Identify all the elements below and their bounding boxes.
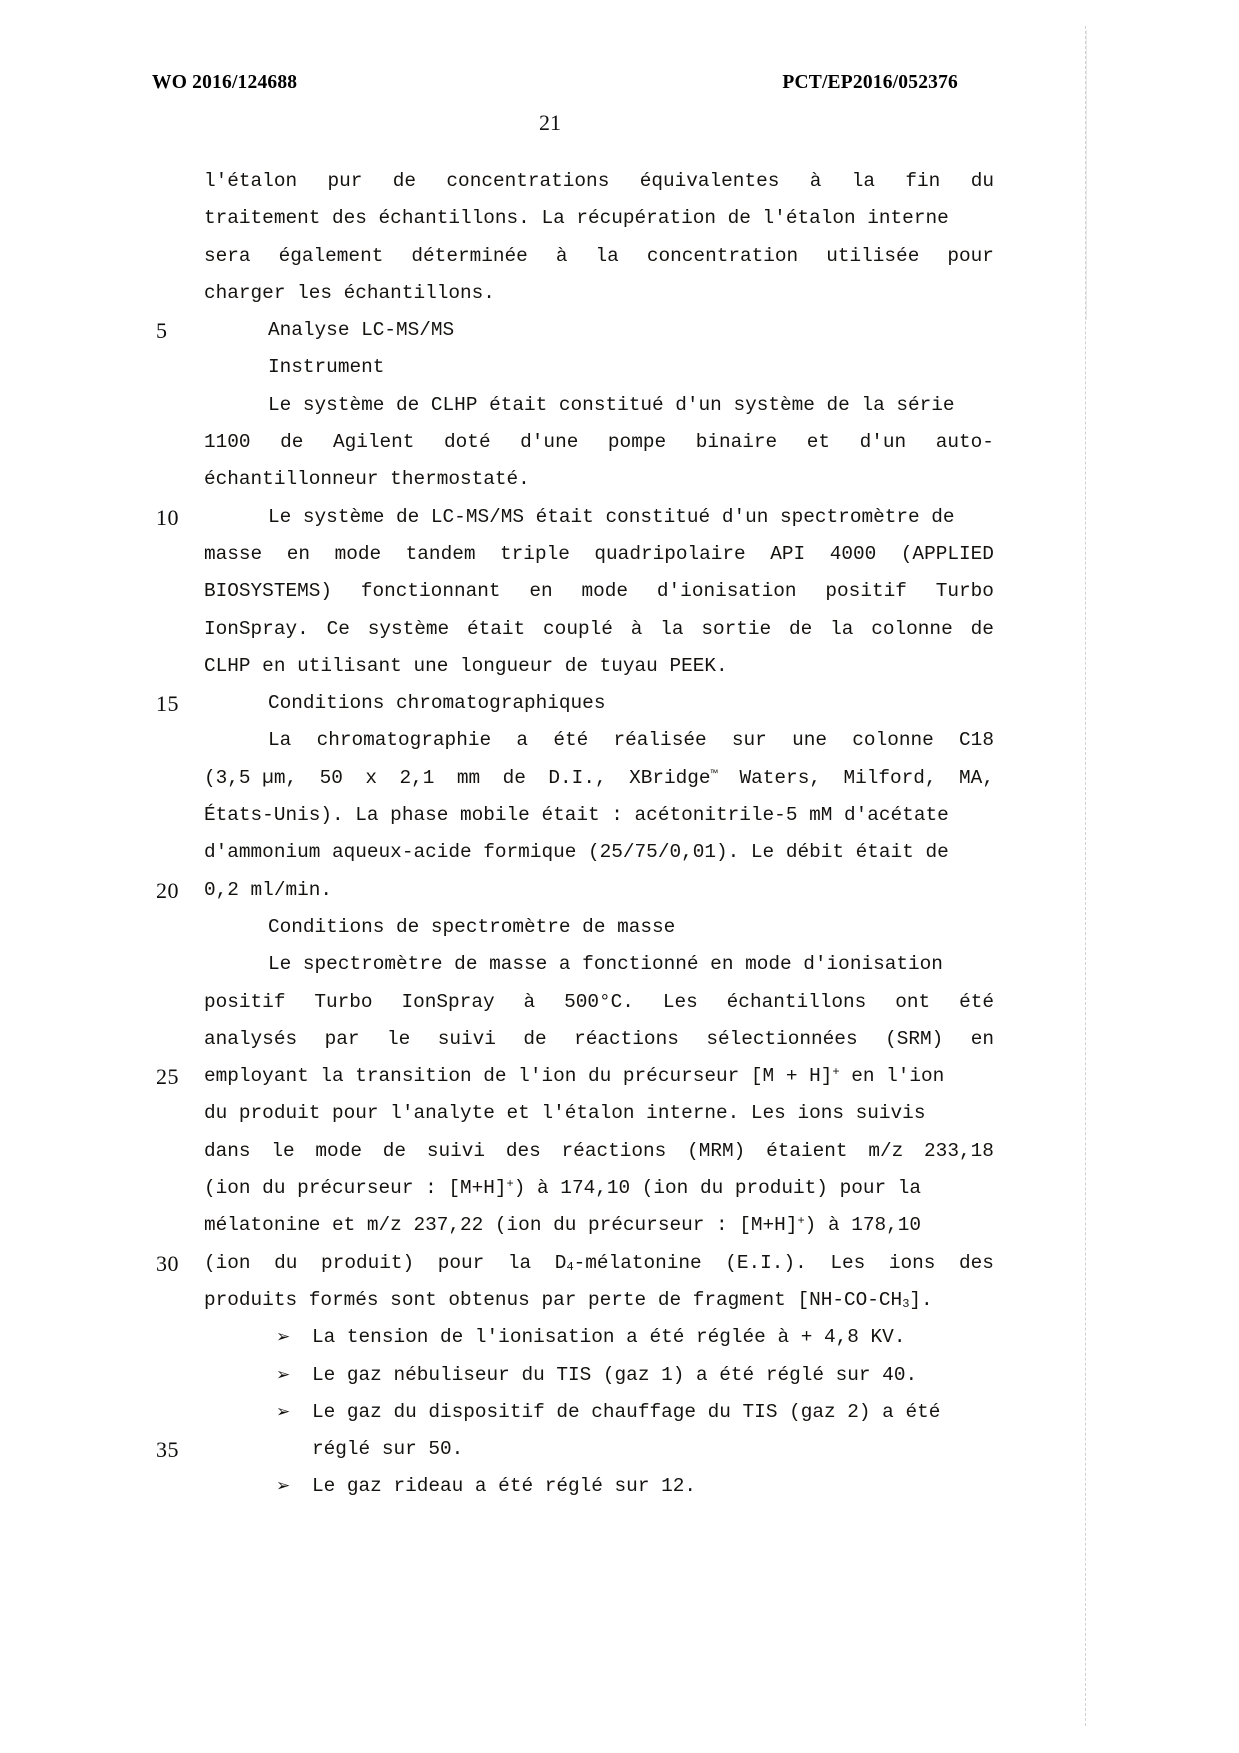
word: chromatographie: [316, 729, 492, 752]
word: IonSpray.: [204, 617, 309, 640]
word: mode: [581, 580, 629, 603]
list-item-label: Le gaz rideau a été réglé sur 12.: [312, 1475, 696, 1498]
text-line: [204, 238, 994, 275]
word: de: [392, 170, 417, 192]
word: IonSpray: [401, 990, 495, 1013]
word: du: [274, 1251, 298, 1274]
word: 2,1: [399, 766, 435, 789]
text-line: d'ammonium aqueux-acide formique (25/75/0,01). Le débit était de: [204, 841, 949, 864]
text-run: ) à 178,10: [804, 1214, 922, 1237]
word: équivalentes: [639, 170, 780, 192]
word: la: [507, 1251, 532, 1274]
text-line: [156, 1058, 994, 1095]
word: déterminée: [411, 244, 528, 267]
text-line: [156, 685, 994, 722]
text-line: [204, 611, 994, 648]
word: réalisée: [613, 729, 707, 752]
word: fonctionnant: [360, 580, 501, 603]
text-line: [204, 573, 994, 610]
scan-artifact-rule-secondary: [1086, 30, 1087, 320]
word: l'étalon: [204, 170, 298, 192]
word: été: [959, 990, 994, 1013]
word: la: [851, 170, 876, 192]
word: à: [630, 617, 643, 640]
word: utilisée: [826, 244, 920, 267]
text-run: D: [554, 1251, 567, 1274]
application-number: PCT/EP2016/052376: [782, 72, 958, 93]
arrow-bullet-icon: ➢: [276, 1364, 291, 1385]
word: le: [271, 1139, 295, 1162]
word: échantillons: [726, 990, 867, 1013]
running-header: [152, 72, 958, 94]
word: binaire: [695, 431, 778, 454]
text-line: [156, 499, 994, 536]
word: également: [278, 244, 384, 267]
word: de: [970, 617, 994, 640]
text-run: -mélatonine: [573, 1251, 702, 1274]
text-line: [204, 984, 994, 1021]
word: suivi: [437, 1027, 496, 1050]
word: de: [523, 1027, 547, 1050]
word: le: [386, 1027, 411, 1050]
word: sur: [731, 729, 767, 752]
word: (SRM): [885, 1027, 944, 1050]
body-text-column: [156, 163, 994, 1506]
word: en: [286, 542, 311, 565]
word: (E.I.).: [725, 1251, 807, 1274]
section-heading: Instrument: [268, 356, 385, 379]
word: Les: [662, 990, 698, 1013]
section-heading: Analyse LC-MS/MS: [268, 319, 455, 342]
word: la: [830, 617, 854, 640]
text-run: Le spectromètre de masse a fonctionné en mode d'ionisation: [268, 953, 943, 976]
text-line: [204, 909, 994, 946]
text-run: Le système de CLHP était constitué d'un système de la série: [268, 393, 955, 416]
word: ont: [895, 990, 931, 1013]
word: par: [324, 1027, 360, 1050]
word: de: [789, 617, 813, 640]
trademark-icon: ™: [710, 768, 718, 782]
word: Turbo: [314, 990, 373, 1013]
arrow-bullet-icon: ➢: [276, 1401, 291, 1422]
word: de: [502, 766, 526, 789]
word: Agilent: [332, 431, 415, 454]
word: à: [523, 990, 536, 1013]
margin-line-number: 25: [156, 1064, 179, 1090]
word: m/z: [868, 1139, 904, 1162]
word: 233,18: [924, 1139, 994, 1162]
subscript-count: 3: [902, 1297, 910, 1312]
list-item-label: réglé sur 50.: [312, 1438, 464, 1461]
word: des: [505, 1139, 541, 1162]
word: 500°C.: [564, 990, 634, 1013]
word: masse: [204, 542, 263, 565]
text-line: [156, 1245, 994, 1282]
word: en: [970, 1027, 994, 1050]
word: fin: [905, 170, 941, 192]
text-run: produits formés sont obtenus par perte de fragment [NH-CO-CH: [204, 1288, 903, 1311]
word: était: [467, 617, 526, 640]
text-line: [204, 1207, 994, 1244]
word: sera: [204, 244, 251, 267]
word: colonne: [852, 729, 934, 752]
word: 50: [319, 766, 343, 789]
word: D.I.,: [548, 766, 607, 789]
text-line: traitement des échantillons. La récupération de l'étalon interne: [204, 207, 949, 230]
superscript-charge: +: [506, 1177, 514, 1192]
word: du: [970, 170, 994, 192]
text-line: [204, 349, 994, 386]
word: en: [529, 580, 553, 603]
deuterated-melatonin-term: [555, 1245, 702, 1282]
word: pur: [327, 170, 363, 192]
word: d'un: [859, 431, 907, 454]
word: XBridge: [629, 766, 711, 789]
list-item-label: Le gaz du dispositif de chauffage du TIS (gaz 2) a été: [312, 1400, 941, 1423]
text-run: en l'ion: [839, 1065, 945, 1088]
text-line: [204, 1282, 994, 1319]
text-line: [204, 387, 994, 424]
text-line: [204, 1170, 994, 1207]
word: API: [770, 542, 806, 565]
word: et: [806, 431, 831, 454]
text-line: CLHP en utilisant une longueur de tuyau PEEK.: [204, 654, 728, 677]
word: ions: [888, 1251, 936, 1274]
text-line: échantillonneur thermostaté.: [204, 468, 530, 491]
margin-line-number: 5: [156, 318, 168, 344]
word: (APPLIED: [900, 542, 994, 565]
word: La: [268, 729, 292, 752]
word: Turbo: [935, 580, 994, 603]
text-line: [204, 946, 994, 983]
word: 1100: [204, 431, 251, 454]
text-line: [204, 760, 994, 797]
word: couplé: [543, 617, 613, 640]
word: (ion: [204, 1251, 251, 1274]
text-line: [268, 722, 994, 759]
word: de: [382, 1139, 407, 1162]
word: de: [280, 431, 304, 454]
word: pompe: [607, 431, 667, 454]
text-line: [156, 872, 994, 909]
list-item: [204, 1468, 994, 1505]
section-heading: Conditions de spectromètre de masse: [268, 915, 676, 938]
word: réactions: [574, 1027, 679, 1050]
word: doté: [444, 431, 491, 454]
word: la: [595, 244, 619, 267]
text-line: [204, 536, 994, 573]
list-item-label: Le gaz nébuliseur du TIS (gaz 1) a été réglé sur 40.: [312, 1363, 918, 1386]
trademark-word: [629, 760, 717, 797]
word: mode: [334, 542, 382, 565]
text-line: [156, 312, 994, 349]
text-line: États-Unis). La phase mobile était : acétonitrile-5 mM d'acétate: [204, 804, 949, 827]
superscript-charge: +: [832, 1065, 840, 1080]
word: des: [959, 1251, 994, 1274]
text-line: [204, 1133, 994, 1170]
word: d'une: [520, 431, 579, 454]
arrow-bullet-icon: ➢: [276, 1476, 291, 1497]
list-item-label: La tension de l'ionisation a été réglée à + 4,8 KV.: [312, 1326, 906, 1349]
superscript-charge: +: [797, 1214, 805, 1229]
word: MA,: [959, 766, 994, 789]
word: système: [367, 617, 450, 640]
text-run: 0,2 ml/min.: [204, 878, 332, 901]
text-run: employant la transition de l'ion du précurseur [M + H]: [204, 1065, 833, 1088]
word: auto-: [935, 431, 994, 454]
text-run: ].: [909, 1288, 933, 1311]
margin-line-number: 20: [156, 877, 179, 903]
arrow-bullet-icon: ➢: [276, 1327, 291, 1348]
word: étaient: [766, 1139, 848, 1162]
word: positif: [204, 990, 286, 1013]
list-item: [204, 1394, 994, 1431]
text-run: (ion du précurseur : [M+H]: [204, 1177, 507, 1200]
word: à: [809, 170, 822, 192]
word: dans: [204, 1139, 251, 1162]
text-line: charger les échantillons.: [204, 281, 495, 304]
word: tandem: [405, 542, 476, 565]
word: mm: [456, 766, 481, 789]
word: colonne: [871, 617, 953, 640]
word: été: [553, 729, 589, 752]
publication-number: WO 2016/124688: [152, 72, 298, 93]
word: positif: [825, 580, 907, 603]
word: réactions: [561, 1139, 667, 1162]
word: BIOSYSTEMS): [204, 580, 332, 603]
text-line: [204, 424, 994, 461]
word: à: [555, 244, 568, 267]
word: Milford,: [843, 766, 937, 789]
margin-line-number: 30: [156, 1250, 179, 1276]
word: d'ionisation: [656, 580, 797, 603]
text-run: ) à 174,10 (ion du produit) pour la: [513, 1177, 922, 1200]
word: mode: [315, 1139, 362, 1162]
text-line: [204, 163, 994, 200]
word: x: [365, 766, 377, 789]
word: sélectionnées: [706, 1027, 858, 1050]
word: produit): [321, 1251, 415, 1274]
word: quadripolaire: [594, 542, 746, 565]
word: analysés: [204, 1027, 298, 1050]
list-item: [204, 1319, 994, 1356]
word: pour: [437, 1251, 485, 1274]
list-item: [204, 1357, 994, 1394]
section-heading: Conditions chromatographiques: [268, 692, 606, 715]
text-run: Le système de LC-MS/MS était constitué d'un spectromètre de: [268, 505, 955, 528]
word: une: [792, 729, 828, 752]
word: a: [516, 729, 529, 752]
word: 4000: [829, 542, 877, 565]
word: Waters,: [739, 766, 821, 789]
margin-line-number: 10: [156, 504, 179, 530]
word: sortie: [701, 617, 772, 640]
word: concentration: [646, 244, 799, 267]
page-number: 21: [539, 110, 561, 135]
word: la: [660, 617, 684, 640]
text-line: du produit pour l'analyte et l'étalon interne. Les ions suivis: [204, 1102, 926, 1125]
margin-line-number: 35: [156, 1437, 179, 1463]
word: (3,5 µm,: [204, 766, 298, 789]
word: concentrations: [446, 170, 610, 192]
word: pour: [947, 244, 994, 267]
list-item-continuation: [156, 1431, 994, 1468]
word: Les: [830, 1251, 866, 1274]
word: C18: [959, 729, 994, 752]
word: triple: [500, 542, 570, 565]
word: (MRM): [687, 1139, 746, 1162]
text-run: mélatonine et m/z 237,22 (ion du précurseur : [M+H]: [204, 1214, 798, 1237]
margin-line-number: 15: [156, 691, 179, 717]
word: suivi: [426, 1139, 486, 1162]
text-line: [204, 1021, 994, 1058]
subscript-count: 4: [566, 1259, 574, 1274]
word: Ce: [326, 617, 350, 640]
